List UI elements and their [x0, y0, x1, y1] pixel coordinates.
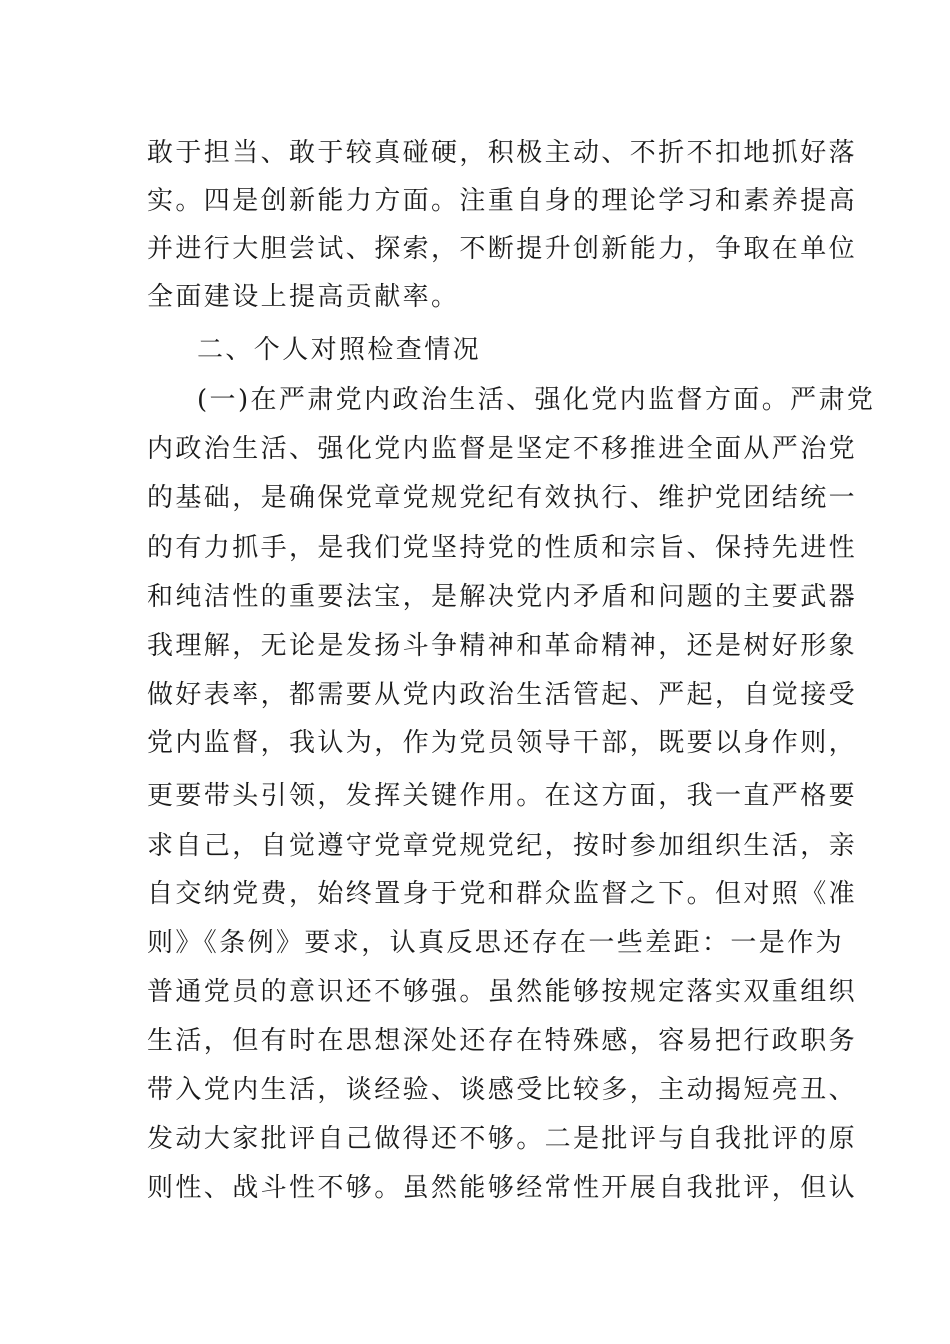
text-line: 我理解，无论是发扬斗争精神和革命精神，还是树好形象: [147, 631, 858, 661]
text-line: 更要带头引领，发挥关键作用。在这方面，我一直严格要: [147, 781, 858, 811]
text-line: 则》《条例》要求，认真反思还存在一些差距：一是作为: [147, 928, 845, 958]
section-heading: 二、个人对照检查情况: [197, 335, 482, 365]
text-line: 内政治生活、强化党内监督是坚定不移推进全面从严治党: [147, 434, 858, 464]
text-line: 则性、战斗性不够。虽然能够经常性开展自我批评，但认: [147, 1173, 858, 1203]
text-line: 自交纳党费，始终置身于党和群众监督之下。但对照《准: [147, 879, 858, 909]
text-line: 做好表率，都需要从党内政治生活管起、严起，自觉接受: [147, 680, 858, 710]
text-line: 求自己，自觉遵守党章党规党纪，按时参加组织生活，亲: [147, 831, 858, 861]
text-line: 的基础，是确保党章党规党纪有效执行、维护党团结统一: [147, 483, 858, 513]
text-line: 带入党内生活，谈经验、谈感受比较多，主动揭短亮丑、: [147, 1075, 858, 1105]
text-line: 敢于担当、敢于较真碰硬，积极主动、不折不扣地抓好落: [147, 138, 858, 168]
subsection-heading: (一)在严肃党内政治生活、强化党内监督方面。严肃党: [197, 385, 876, 415]
text-line: 发动大家批评自己做得还不够。二是批评与自我批评的原: [147, 1124, 858, 1154]
text-line: 党内监督，我认为，作为党员领导干部，既要以身作则，: [147, 728, 858, 758]
text-line: 实。四是创新能力方面。注重自身的理论学习和素养提高: [147, 186, 858, 216]
text-line: 的有力抓手，是我们党坚持党的性质和宗旨、保持先进性: [147, 533, 858, 563]
text-line: 并进行大胆尝试、探索，不断提升创新能力，争取在单位: [147, 234, 858, 264]
text-line: 全面建设上提高贡献率。: [147, 282, 460, 312]
text-line: 普通党员的意识还不够强。虽然能够按规定落实双重组织: [147, 977, 858, 1007]
text-line: 生活，但有时在思想深处还存在特殊感，容易把行政职务: [147, 1026, 858, 1056]
text-line: 和纯洁性的重要法宝，是解决党内矛盾和问题的主要武器: [147, 582, 858, 612]
